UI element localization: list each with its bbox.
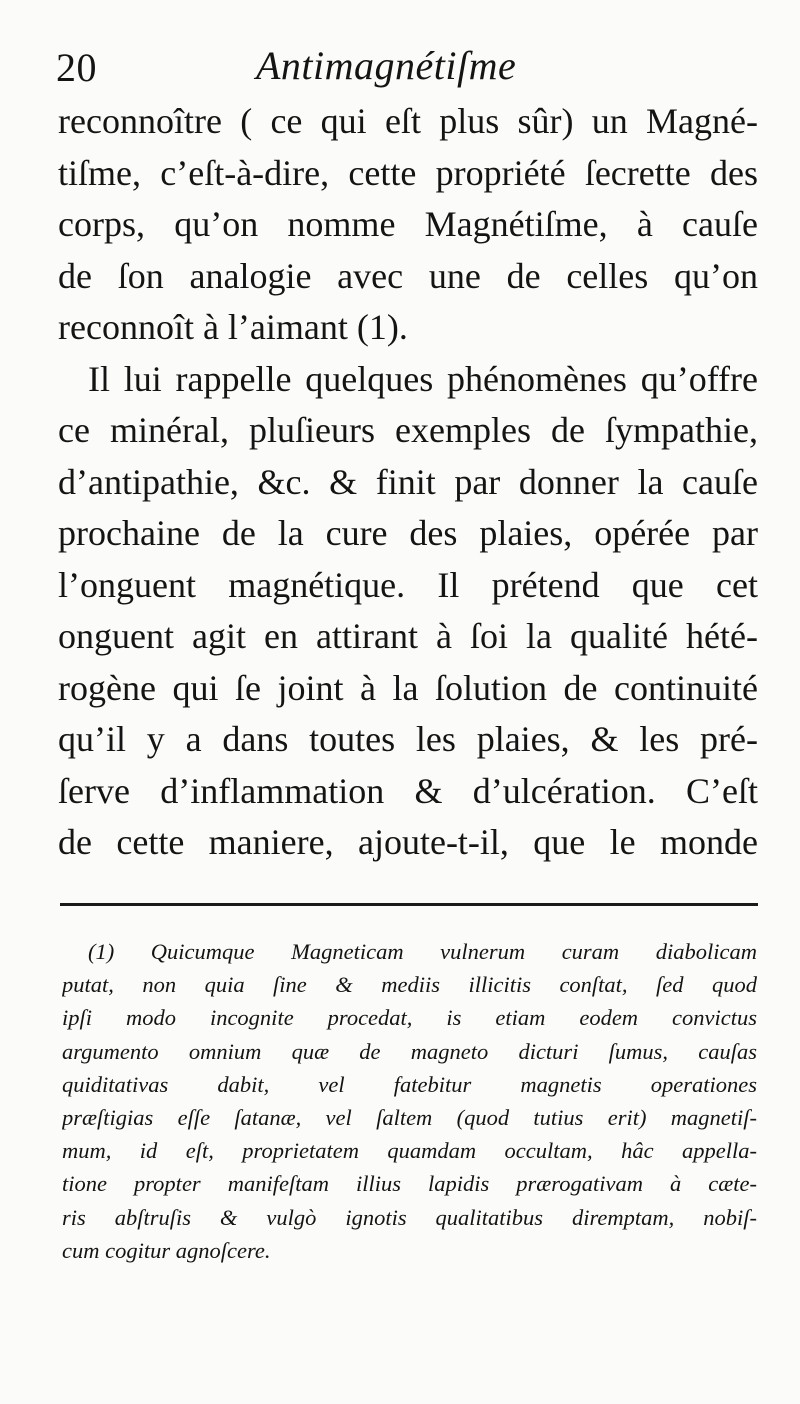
text-line: tiſme, c’eſt-à-dire, cette propriété ſecrette des xyxy=(58,152,758,193)
text-line: Il lui rappelle quelques phénomènes qu’offre xyxy=(88,358,758,399)
text-line: ſerve d’inflammation & d’ulcération. C’eſt xyxy=(58,770,758,811)
text-line: l’onguent magnétique. Il prétend que cet xyxy=(58,564,758,605)
footnote-line: ipſi modo incognite procedat, is etiam eodem convictus xyxy=(62,1005,757,1031)
text-line: de ſon analogie avec une de celles qu’on xyxy=(58,255,758,296)
page-header xyxy=(56,38,756,94)
text-line: qu’il y a dans toutes les plaies, & les pré- xyxy=(58,719,758,759)
footnote-line: tione propter manifeſtam illius lapidis prærogativam à cæte- xyxy=(62,1171,757,1197)
text-line: reconnoître ( ce qui eſt plus sûr) un Magné- xyxy=(58,101,758,141)
main-text xyxy=(58,96,758,869)
footnote-line: putat, non quia ſine & mediis illicitis conſtat, ſed quod xyxy=(62,972,757,998)
text-line: de cette maniere, ajoute-t-il, que le monde xyxy=(58,822,758,862)
text-line: rogène qui ſe joint à la ſolution de continuité xyxy=(58,667,758,708)
footnote-line: præſtigias eſſe ſatanæ, vel ſaltem (quod tutius erit) magnetiſ- xyxy=(62,1104,757,1130)
footnote-line: argumento omnium quæ de magneto dicturi ſumus, cauſas xyxy=(62,1038,757,1064)
footnote-rule xyxy=(60,903,758,906)
footnote-line: (1) Quicumque Magneticam vulnerum curam diabolicam xyxy=(88,939,757,964)
running-head: Antimagnétiſme xyxy=(256,43,517,88)
text-line: ce minéral, pluſieurs exemples de ſympathie, xyxy=(58,410,758,450)
footnote-line: mum, id eſt, proprietatem quamdam occultam, hâc appella- xyxy=(62,1138,757,1164)
text-line: corps, qu’on nomme Magnétiſme, à cauſe xyxy=(58,204,758,244)
page-number: 20 xyxy=(56,45,97,90)
text-line: d’antipathie, &c. & finit par donner la cauſe xyxy=(58,461,758,502)
footnote xyxy=(62,935,757,1267)
footnote-line: cum cogitur agnoſcere. xyxy=(62,1237,271,1263)
footnote-line: quiditativas dabit, vel fatebitur magnetis operationes xyxy=(62,1071,757,1097)
text-line: prochaine de la cure des plaies, opérée par xyxy=(58,513,758,553)
text-line: reconnoît à l’aimant (1). xyxy=(58,307,408,347)
footnote-line: ris abſtruſis & vulgò ignotis qualitatibus diremptam, nobiſ- xyxy=(62,1204,757,1230)
text-line: onguent agit en attirant à ſoi la qualité hété- xyxy=(58,616,758,656)
